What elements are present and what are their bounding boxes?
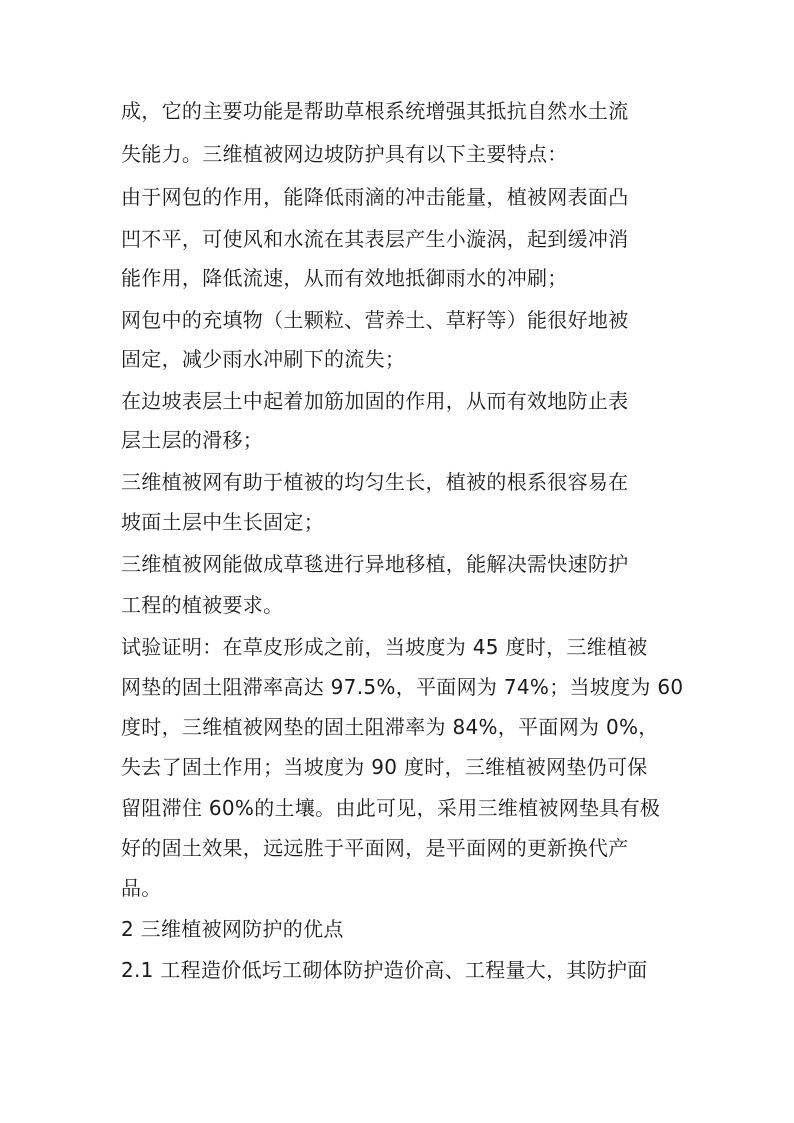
- text-line: 坡面土层中生长固定；: [121, 510, 324, 534]
- text-line: 2.1 工程造价低圬工砌体防护造价高、工程量大，其防护面: [121, 958, 648, 982]
- text-line: 由于网包的作用，能降低雨滴的冲击能量，植被网表面凸: [121, 185, 629, 209]
- text-line: 好的固土效果，远远胜于平面网，是平面网的更新换代产: [121, 836, 629, 860]
- text-line: 凹不平，可使风和水流在其表层产生小漩涡，起到缓冲消: [121, 227, 629, 251]
- text-line: 三维植被网有助于植被的均匀生长，植被的根系很容易在: [121, 470, 629, 494]
- text-line: 层土层的滑移；: [121, 428, 264, 452]
- text-line: 成，它的主要功能是帮助草根系统增强其抵抗自然水土流: [121, 99, 629, 123]
- text-line: 失去了固土作用；当坡度为 90 度时，三维植被网垫仍可保: [121, 755, 648, 779]
- text-line: 三维植被网能做成草毯进行异地移植，能解决需快速防护: [121, 552, 629, 576]
- text-line: 度时，三维植被网垫的固土阻滞率为 84%，平面网为 0%，: [121, 715, 659, 739]
- text-line: 网垫的固土阻滞率高达 97.5%，平面网为 74%；当坡度为 60: [121, 675, 684, 699]
- text-line: 试验证明：在草皮形成之前，当坡度为 45 度时，三维植被: [121, 635, 648, 659]
- text-line: 网包中的充填物（土颗粒、营养土、草籽等）能很好地被: [121, 308, 629, 332]
- text-line: 留阻滞住 60%的土壤。由此可见，采用三维植被网垫具有极: [121, 796, 661, 820]
- text-line: 品。: [121, 876, 162, 900]
- text-line: 固定，减少雨水冲刷下的流失；: [121, 347, 406, 371]
- text-line: 能作用，降低流速，从而有效地抵御雨水的冲刷；: [121, 266, 568, 290]
- text-line: 在边坡表层土中起着加筋加固的作用，从而有效地防止表: [121, 389, 629, 413]
- text-line: 工程的植被要求。: [121, 593, 284, 617]
- section-heading: 2 三维植被网防护的优点: [121, 917, 344, 941]
- text-line: 失能力。三维植被网边坡防护具有以下主要特点：: [121, 142, 568, 166]
